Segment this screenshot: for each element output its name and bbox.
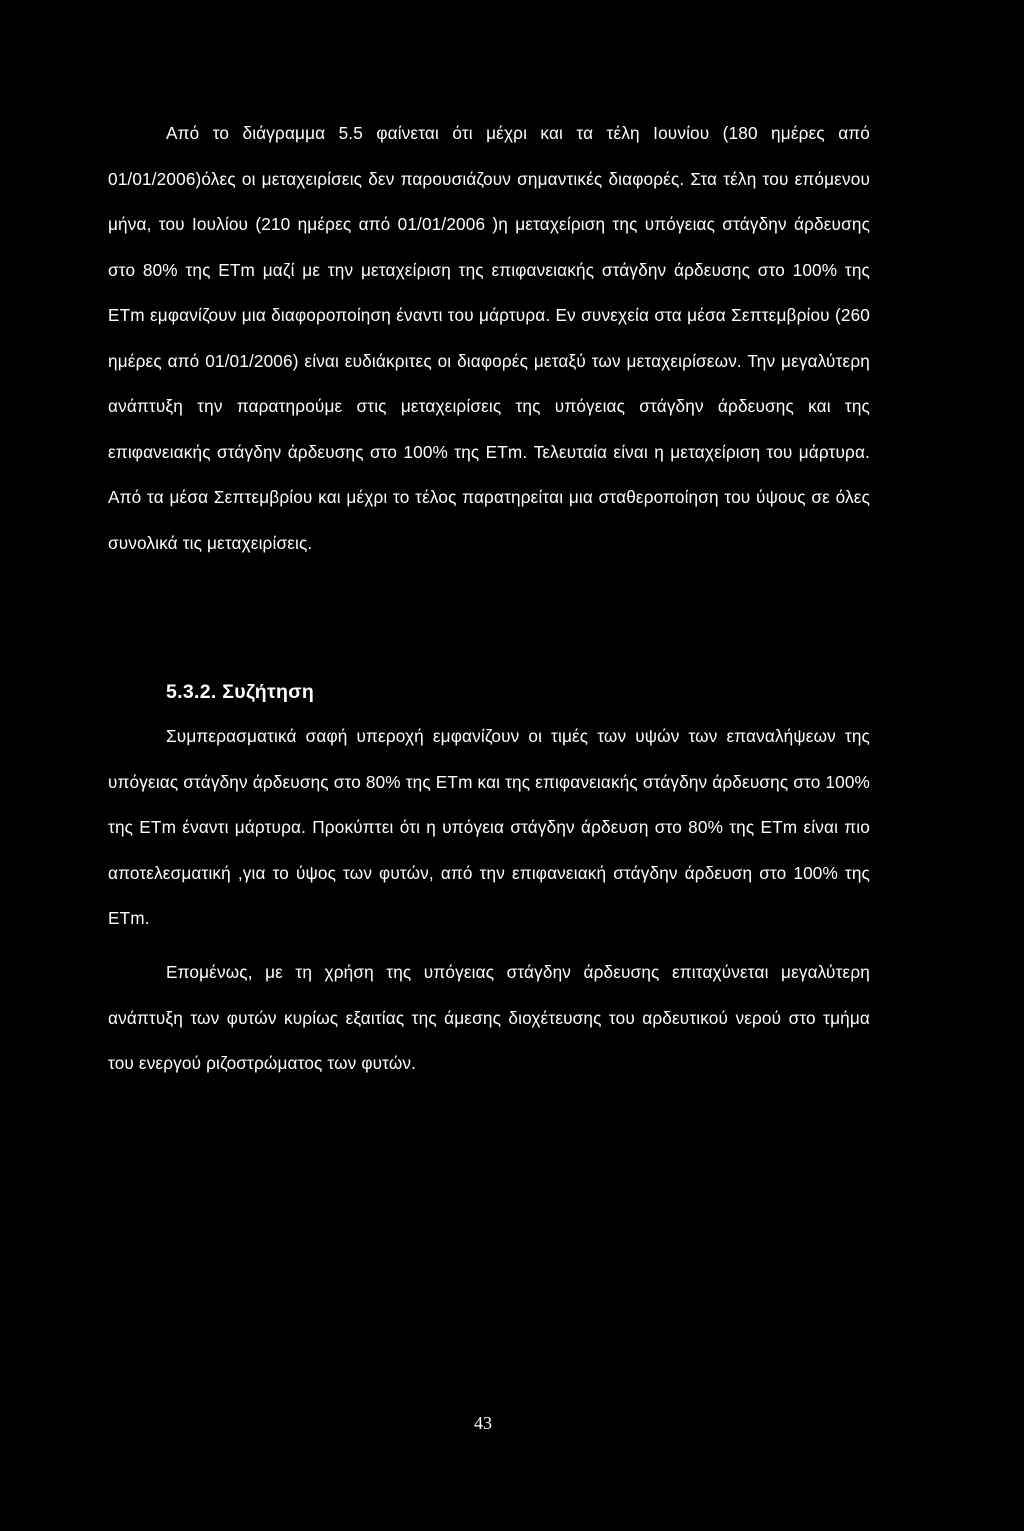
results-paragraph: Από το διάγραμμα 5.5 φαίνεται ότι μέχρι και τα τέλη Ιουνίου (180 ημέρες από 01/01/2006)όλες οι μεταχειρίσεις δεν παρουσιάζουν σημαντικές διαφορές. Στα τέλη του επόμενου μήνα, του Ιουλίου (210 ημέρες από 01/01/2006 )η μεταχείριση της υπόγειας στάγδην άρδευσης στο 80% της ETm μαζί με την μεταχείριση της επιφανειακής στάγδην άρδευσης στο 100% της ETm εμφανίζουν μια διαφοροποίηση έναντι του μάρτυρα. Εν συνεχεία στα μέσα Σεπτεμβρίου (260 ημέρες από 01/01/2006) είναι ευδιάκριτες οι διαφορές μεταξύ των μεταχειρίσεων. Την μεγαλύτερη ανάπτυξη την παρατηρούμε στις μεταχειρίσεις της υπόγειας στάγδην άρδευσης και της επιφανειακής στάγδην άρδευσης στο 100% της ETm. Τελευταία είναι η μεταχείριση του μάρτυρα. Από τα μέσα Σεπτεμβρίου και μέχρι το τέλος παρατηρείται μια σταθεροποίηση του ύψους σε όλες συνολικά τις μεταχειρίσεις. [108,123,870,553]
discussion-paragraph: Συμπερασματικά σαφή υπεροχή εμφανίζουν οι τιμές των υψών των επαναλήψεων της υπόγειας στάγδην άρδευσης στο 80% της ETm και της επιφανειακής στάγδην άρδευσης στο 100% της ETm έναντι μάρτυρα. Προκύπτει ότι η υπόγεια στάγδην άρδευση στο 80% της ETm είναι πιο αποτελεσματική ,για το ύψος των φυτών, από την επιφανειακή στάγδην άρδευση στο 100% της ETm. [108,726,870,928]
conclusion-paragraph: Επομένως, με τη χρήση της υπόγειας στάγδην άρδευσης επιταχύνεται μεγαλύτερη ανάπτυξη των φυτών κυρίως εξαιτίας της άμεσης διοχέτευσης του αρδευτικού νερού στο τμήμα του ενεργού ριζοστρώματος των φυτών. [108,962,870,1073]
section-heading: 5.3.2. Συζήτηση [166,681,315,703]
page-number: 43 [474,1413,492,1433]
